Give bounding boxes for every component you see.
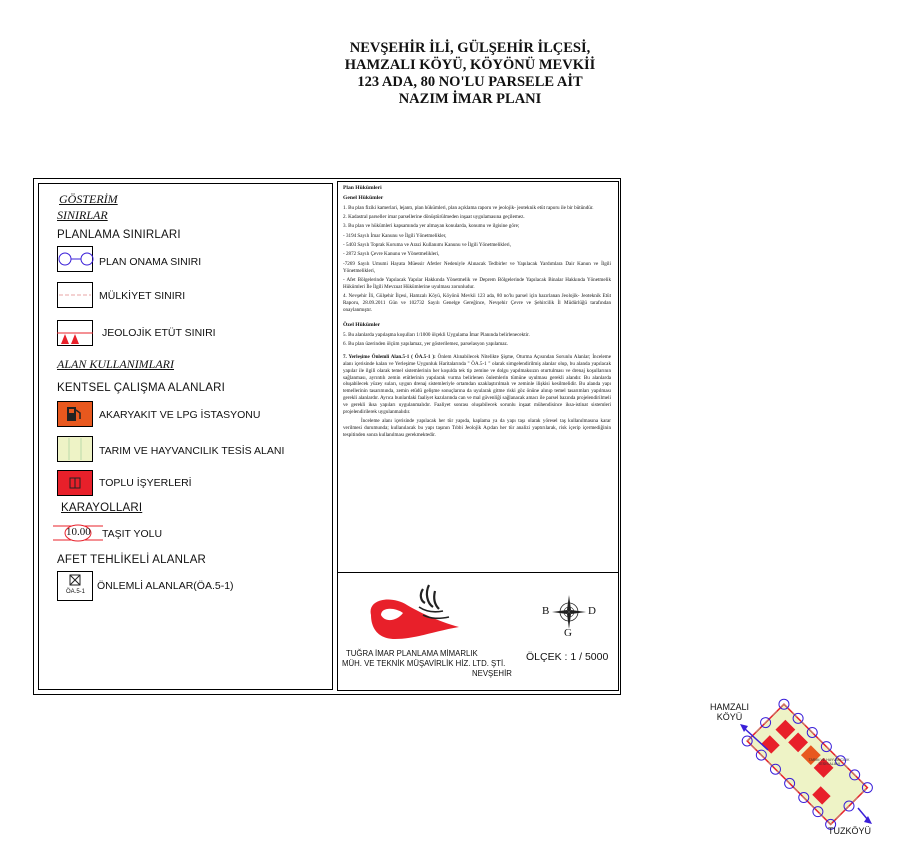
legend-subheading-borders: SINIRLAR	[57, 208, 108, 222]
legend-panel	[38, 183, 333, 690]
precaution-area-symbol	[57, 571, 93, 601]
compass-south: G	[564, 627, 572, 639]
fuel-station-label: AKARYAKIT VE LPG İSTASYONU	[99, 409, 261, 421]
land-use-heading: ALAN KULLANIMLARI	[57, 357, 175, 371]
title-line-2: HAMZALI KÖYÜ, KÖYÖNÜ MEVKİİ	[344, 57, 596, 73]
vehicle-road-width: 10.00	[66, 526, 91, 538]
rule-6: 6. Bu plan üzerinden ölçüm yapılamaz, yer gösterilemez, parselasyon yapılamaz.	[343, 340, 509, 347]
compass-west: B	[542, 605, 550, 617]
rule-1: 1. Bu plan fiziki kamerlari, lejantı, plan hükümleri, plan açıklama raporu ve jeolojik- jeoteknik etüt raporu ile bir bütündür.	[343, 204, 594, 211]
rule-3d: -7269 Sayılı Umumi Hayata Müessir Afetler Nedeniyle Alınacak Tedbirler ve Yapılacak Yardımlara Dair Kanun ve İlgili Yönetmelikleri,	[343, 260, 611, 274]
plan-rules-title: Plan Hükümleri	[343, 185, 382, 191]
rule-7: Önlem Alınabilecek Nitelikte Şişme, Oturma Açısından Sorunlu Alanlar; İnceleme alanı içerisinde kalan ve Yerleşime Uygunluk Haritalarında " ÖA.5-1 " olarak simgelendirilmiş alanlar olup, bu alanda yapılacak yapılar ile ilgili olarak temel sistemlerinin her koşulda tek tip zemine ve dolgu yapılmaksızın oturtulması ve drenaj koşullarının sağlanması, ayrıntılı zemin etütlerinin yapılarak vurma belirlenen önlemlerin tümüne uyulması gerekli alandır. Bu alanlarda oluşabilecek yüzey suları, uygun drenaj sistemleriyle ortamdan uzaklaştırılmalı ve zeminle ilişkisi kesilmelidir. Bu alanda yapı temellerinin tasarımında, zemin etüdü gelişme sonuçlarına da uyularak gitme riski göz önüne alınıp temel tasarımları yapılması gerekli alanlardır. Ayrıca bunlardaki faaliyet kazılarında can ve mal güvenliği sağlanacak amacı ile parsel bazında projelendirilmeli ve gerekli iksa yapıları uygulanmalıdır. Faaliyet sonrası oluşabilecek sorunlu inşaat mühendisince iksa-istinat sistemleri projelendirilerek uygulanmalıdır.	[343, 353, 612, 416]
special-rules-title: Özel Hükümler	[343, 321, 381, 328]
title-line-1: NEVŞEHİR İLİ, GÜLŞEHİR İLÇESİ,	[349, 40, 591, 56]
title-line-4: NAZIM İMAR PLANI	[398, 91, 542, 107]
property-border-label: MÜLKİYET SINIRI	[99, 290, 186, 302]
rule-3e: - Afet Bölgelerinde Yapılacak Yapılar Hakkında Yönetmelik ve Deprem Bölgelerinde Yapılacak Binalar Hakkında Yönetmelik Hükümleri İle İlgili Mevzuat Hükümlerine uyulması zorunludur.	[343, 276, 611, 290]
fuel-station-symbol	[57, 401, 93, 427]
vehicle-road-label: TAŞIT YOLU	[102, 528, 163, 540]
precaution-area-code: ÖA.5-1	[66, 589, 86, 595]
agriculture-facility-label: TARIM VE HAYVANCILIK TESİS ALANI	[99, 445, 285, 457]
map-label-hamzali-line1: HAMZALI	[710, 702, 750, 712]
compass-east: D	[588, 605, 596, 617]
geological-survey-border-symbol	[57, 320, 93, 346]
rule-3: 3. Bu plan ve hükümleri kapsamında yer almayan konularda, konumu ve ilgisine göre;	[343, 223, 520, 230]
rule-4: 4. Nevşehir İli, Gülşehir İlçesi, Hamzalı Köyü, Köyönü Mevkii 123 ada, 80 no'lu parsel için hazırlanan Jeolojik- Jeoteknik Etüt Raporu, 28.09.2011 Gün ve 102732 Sayılı Genelge Gereğince, Nevşehir Çevre ve Şehircilik İl Müdürlüğü tarafından onaylanmıştır.	[343, 293, 611, 313]
precaution-area-label: ÖNLEMLİ ALANLAR(ÖA.5-1)	[97, 580, 234, 592]
rule-8: İnceleme alanı içerisinde yapılacak her tür yapıda, kaplama ya da yapı taşı olarak yöresel taş kullanılmasına karar verilmesi durumunda; kullanılacak bu yapı taşının Tıbbi Jeolojik Açıdan her tür analizi yaptırılarak, risk içerip içermediğinin tespitinden sonra kullanılması gerekmektedir.	[343, 418, 611, 439]
key-map	[708, 690, 908, 840]
section-planning-borders: PLANLAMA SINIRLARI	[57, 229, 181, 241]
map-label-tuzkoyu: TUZKÖYÜ	[828, 826, 872, 836]
general-rules-title: Genel Hükümler	[343, 194, 384, 201]
page-title	[300, 40, 640, 108]
property-border-symbol	[57, 282, 93, 308]
plan-approval-border-symbol	[57, 246, 93, 272]
rule-7-lead: 7. Yerleşime Önlemli Alan.5-1 ( ÖA.5-1 ):	[343, 353, 436, 360]
plan-rules-panel	[337, 181, 619, 573]
urban-work-areas-heading: KENTSEL ÇALIŞMA ALANLARI	[57, 382, 225, 394]
plan-approval-border-label: PLAN ONAMA SINIRI	[99, 256, 202, 268]
collective-workplaces-label: TOPLU İŞYERLERİ	[99, 477, 192, 489]
firm-panel	[337, 572, 619, 691]
firm-line-1: TUĞRA İMAR PLANLAMA MİMARLIK	[346, 649, 478, 658]
legend-heading: GÖSTERİM	[59, 192, 118, 206]
agriculture-facility-symbol	[57, 436, 93, 462]
rule-3a: - 3194 Sayılı İmar Kanunu ve İlgili Yönetmelikler,	[343, 232, 447, 239]
firm-line-3: NEVŞEHİR	[472, 669, 512, 678]
rule-5: 5. Bu alanlarda yapılaşma koşulları 1/1000 ölçekli Uygulama İmar Planında belirlenecektir.	[343, 331, 530, 338]
map-inner-label: TARIM VE HAYVANCILIK TESİS ALANI	[808, 758, 850, 766]
rule-2: 2. Kadastral parseller imar parsellerine dönüştürülmeden inşaat uygulamasına geçilemez.	[343, 214, 525, 221]
geological-survey-border-label: JEOLOJİK ETÜT SINIRI	[102, 327, 216, 339]
disaster-hazard-heading: AFET TEHLİKELİ ALANLAR	[57, 554, 207, 566]
rule-3c: - 2872 Sayılı Çevre Kanunu ve Yönetmelikleri,	[343, 251, 440, 258]
title-line-3: 123 ADA, 80 NO'LU PARSELE AİT	[357, 74, 583, 90]
firm-line-2: MÜH. VE TEKNİK MÜŞAVİRLİK HİZ. LTD. ŞTİ.	[342, 659, 506, 668]
collective-workplaces-symbol	[57, 470, 93, 496]
vehicle-road-symbol	[53, 522, 103, 544]
map-label-hamzali-line2: KÖYÜ	[716, 712, 743, 722]
highways-heading: KARAYOLLARI	[61, 502, 143, 514]
map-label-hamzali	[710, 702, 749, 722]
rule-3b: - 5403 Sayılı Toprak Koruma ve Arazi Kullanımı Kanunu ve İlgili Yönetmelikleri,	[343, 242, 511, 248]
scale-label: ÖLÇEK : 1 / 5000	[526, 651, 609, 663]
tugra-logo	[363, 581, 463, 643]
compass-rose	[542, 593, 596, 639]
